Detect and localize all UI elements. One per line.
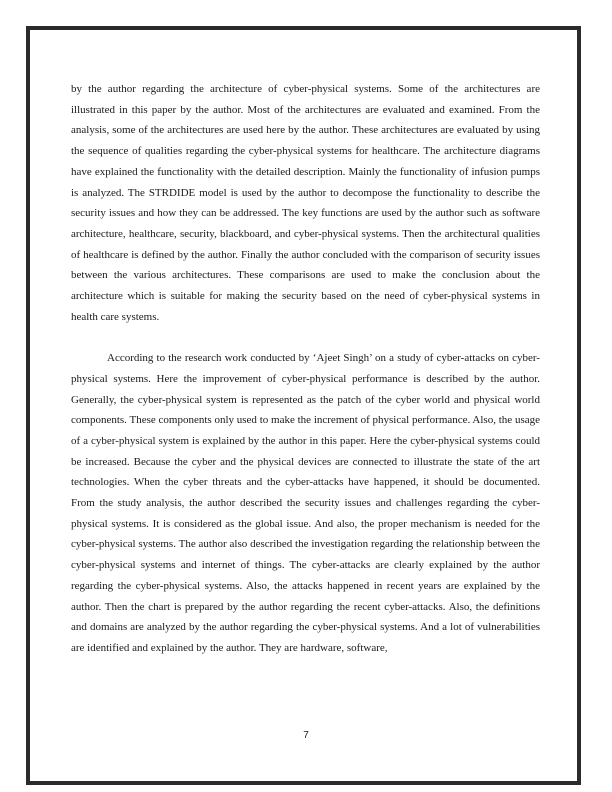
page-number: 7: [303, 730, 309, 741]
document-body: [71, 79, 540, 659]
paragraph-architecture-review: by the author regarding the architecture of cyber-physical systems. Some of the architectures are illustrated in this paper by the author. Most of the architectures are evaluated and examined. From the analysis, some of the architectures are used here by the author. These architectures are evaluated by using the sequence of qualities regarding the cyber-physical systems for healthcare. The architecture diagrams have explained the functionality with the detailed description. Mainly the functionality of infusion pumps is analyzed. The STRDIDE model is used by the author to decompose the functionality to describe the security issues and how they can be addressed. The key functions are used by the author such as software architecture, healthcare, security, blackboard, and cyber-physical systems. Then the architectural qualities of healthcare is defined by the author. Finally the author concluded with the comparison of security issues between the various architectures. These comparisons are used to make the conclusion about the architecture which is suitable for making the security based on the need of cyber-physical systems in health care systems.: [71, 83, 540, 323]
paragraph-cyber-attacks-study: According to the research work conducted by ‘Ajeet Singh’ on a study of cyber-attacks on cyber-physical systems. Here the improvement of cyber-physical performance is described by the author. Generally, the cyber-physical system is represented as the patch of the cyber world and physical world components. These components only used to make the increment of physical performance. Also, the usage of a cyber-physical system is explained by the author in this paper. Here the cyber-physical systems could be increased. Because the cyber and the physical devices are connected to illustrate the state of the art technologies. When the cyber threats and the cyber-attacks have happened, it should be documented. From the study analysis, the author described the security issues and challenges regarding the cyber-physical systems. It is considered as the global issue. And also, the proper mechanism is needed for the cyber-physical systems. The author also described the investigation regarding the relationship between the cyber-physical systems and internet of things. The cyber-attacks are clearly explained by the author regarding the cyber-physical systems. Also, the attacks happened in recent years are explained by the author. Then the chart is prepared by the author regarding the recent cyber-attacks. Also, the definitions and domains are analyzed by the author regarding the cyber-physical systems. And a lot of vulnerabilities are identified and explained by the author. They are hardware, software,: [71, 352, 540, 654]
